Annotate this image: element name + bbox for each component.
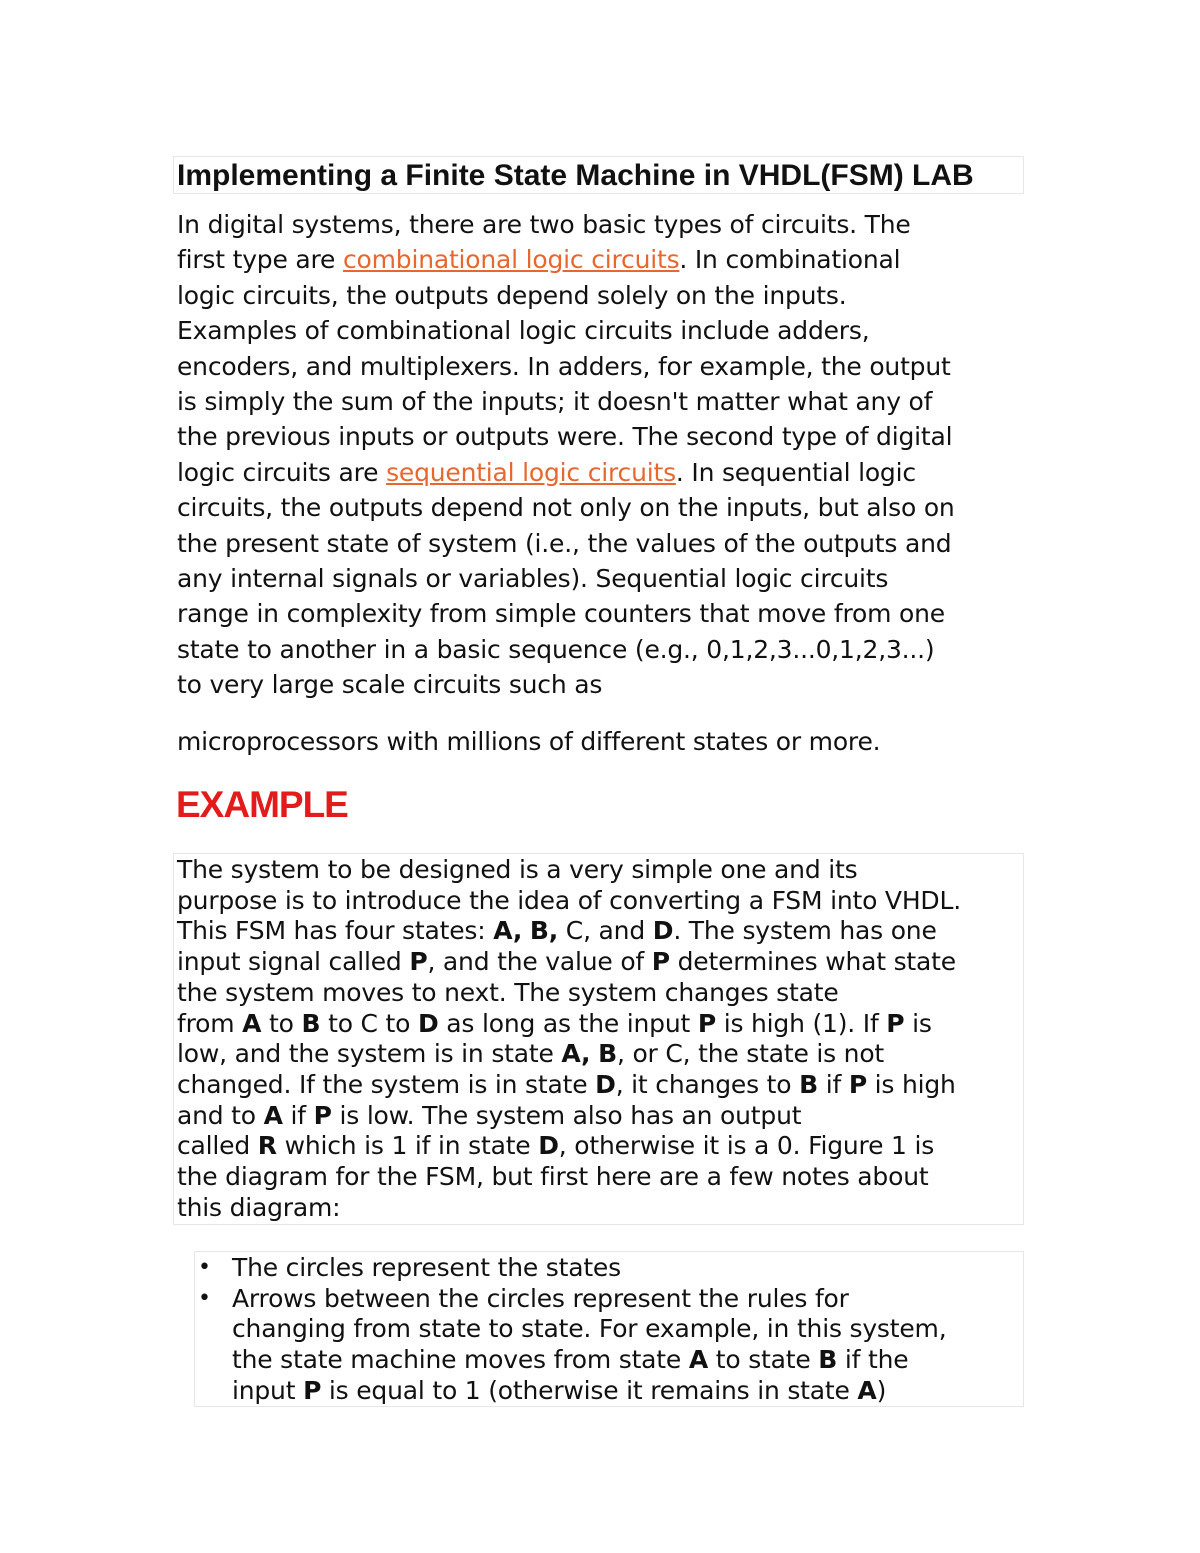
intro-line: to very large scale circuits such as: [177, 670, 603, 700]
description-line: the diagram for the FSM, but first here are a few notes about: [177, 1162, 929, 1192]
intro-paragraph: [177, 207, 1027, 703]
list-item: [194, 1284, 946, 1407]
intro-line: state to another in a basic sequence (e.g., 0,1,2,3...0,1,2,3...): [177, 634, 935, 664]
combinational-logic-link[interactable]: combinational logic circuits: [342, 245, 680, 275]
note-text: the state machine moves from state A to state B if the: [232, 1345, 909, 1375]
description-line: low, and the system is in state A, B, or C, the state is not: [177, 1039, 885, 1069]
note-text: Arrows between the circles represent the rules for: [232, 1283, 849, 1313]
fsm-description: [177, 855, 961, 1223]
description-line: and to A if P is low. The system also has an output: [177, 1100, 802, 1130]
description-line: The system to be designed is a very simple one and its: [177, 855, 858, 884]
intro-line: circuits, the outputs depend not only on the inputs, but also on: [177, 493, 955, 523]
bullet-icon: •: [198, 1285, 211, 1311]
list-item: [194, 1253, 946, 1284]
description-line: called R which is 1 if in state D, otherwise it is a 0. Figure 1 is: [177, 1131, 935, 1161]
intro-closing-line: microprocessors with millions of different states or more.: [177, 727, 881, 756]
intro-line: Examples of combinational logic circuits include adders,: [177, 316, 870, 346]
intro-line: encoders, and multiplexers. In adders, for example, the output: [177, 351, 951, 381]
intro-line: is simply the sum of the inputs; it doesn't matter what any of: [177, 387, 933, 417]
description-line: the system moves to next. The system changes state: [177, 977, 839, 1007]
description-line: purpose is to introduce the idea of converting a FSM into VHDL.: [177, 885, 961, 915]
intro-line: logic circuits are sequential logic circuits. In sequential logic: [177, 457, 916, 487]
bullet-icon: •: [198, 1255, 211, 1280]
intro-line: the present state of system (i.e., the values of the outputs and: [177, 528, 952, 558]
intro-line: In digital systems, there are two basic types of circuits. The: [177, 210, 911, 239]
description-line: input signal called P, and the value of P determines what state: [177, 947, 956, 977]
diagram-notes-list: [194, 1253, 946, 1407]
intro-line: the previous inputs or outputs were. The second type of digital: [177, 422, 953, 452]
description-line: changed. If the system is in state D, it changes to B if P is high: [177, 1069, 956, 1099]
document-title: Implementing a Finite State Machine in VHDL(FSM) LAB: [177, 159, 974, 192]
intro-line: first type are combinational logic circuits. In combinational: [177, 245, 901, 275]
note-text: input P is equal to 1 (otherwise it remains in state A): [232, 1375, 887, 1405]
sequential-logic-link[interactable]: sequential logic circuits: [386, 457, 676, 487]
note-text: The circles represent the states: [232, 1253, 621, 1282]
intro-line: logic circuits, the outputs depend solely on the inputs.: [177, 280, 847, 310]
note-text: changing from state to state. For example, in this system,: [232, 1314, 947, 1344]
description-line: this diagram:: [177, 1192, 341, 1222]
intro-line: range in complexity from simple counters that move from one: [177, 599, 945, 629]
description-line: from A to B to C to D as long as the input P is high (1). If P is: [177, 1008, 932, 1038]
description-line: This FSM has four states: A, B, C, and D. The system has one: [177, 916, 937, 946]
intro-line: any internal signals or variables). Sequential logic circuits: [177, 564, 889, 594]
example-heading: EXAMPLE: [176, 784, 348, 825]
